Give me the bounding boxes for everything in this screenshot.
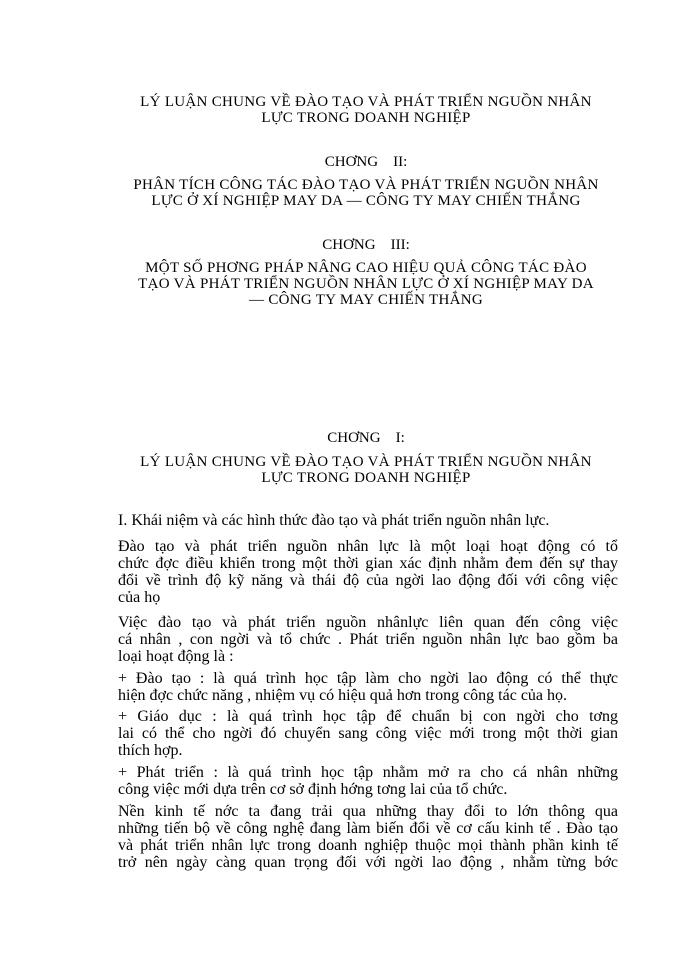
text-line: những tiến bộ về công nghệ đang làm biến đổi về cơ cấu kinh tế . Đào tạo: [118, 820, 618, 837]
toc-chapter2-title: [100, 177, 632, 209]
toc-chapter3-label: CHƠNG III:: [322, 237, 410, 253]
heading-line: LÝ LUẬN CHUNG VỀ ĐÀO TẠO VÀ PHÁT TRIỂN NGUỒN NHÂN: [140, 94, 592, 110]
text-line: công việc mới dựa trên cơ sở định hớng tơng lai của tổ chức.: [118, 781, 508, 798]
paragraph: [118, 764, 618, 798]
text-line: + Phát triển : là quá trình học tập nhằm mở ra cho cá nhân những: [118, 764, 618, 781]
heading-line: LỰC Ở XÍ NGHIỆP MAY DA — CÔNG TY MAY CHIẾN THẮNG: [151, 193, 581, 209]
text-line: + Giáo dục : là quá trình học tập để chuẩn bị con ngời cho tơng: [118, 708, 618, 725]
toc-chapter2-label: CHƠNG II:: [324, 154, 408, 170]
text-line: trở nên ngày càng quan trọng đối với ngời lao động , nhằm từng bớc: [118, 854, 618, 871]
text-line: đổi về trình độ kỹ năng và thái độ của ngời lao động đối với công việc: [118, 572, 618, 589]
paragraph: [118, 803, 618, 871]
paragraph: [118, 708, 618, 759]
text-line: lai có thể cho ngời đó chuyển sang công việc mới trong một thời gian: [118, 725, 618, 742]
chapter1-title: [100, 454, 632, 486]
heading-line: LỰC TRONG DOANH NGHIỆP: [261, 110, 471, 126]
text-line: Việc đào tạo và phát triển nguồn nhânlực liên quan đến công việc: [118, 614, 618, 631]
toc-chapter1-title: [100, 94, 632, 126]
heading-line: — CÔNG TY MAY CHIẾN THẮNG: [248, 292, 484, 308]
heading-line: MỘT SỐ PHƠNG PHÁP NÂNG CAO HIỆU QUẢ CÔNG TÁC ĐÀO: [145, 260, 587, 276]
chapter1-label: CHƠNG I:: [327, 430, 405, 446]
section-title: I. Khái niệm và các hình thức đào tạo và phát triển nguồn nhân lực.: [118, 512, 550, 529]
heading-line: TẠO VÀ PHÁT TRIỂN NGUỒN NHÂN LỰC Ở XÍ NGHIỆP MAY DA: [138, 276, 594, 292]
heading-line: PHÂN TÍCH CÔNG TÁC ĐÀO TẠO VÀ PHÁT TRIỂN NGUỒN NHÂN: [133, 177, 599, 193]
text-line: chức đợc điều khiển trong một thời gian xác định nhằm đem đến sự thay: [118, 555, 618, 572]
paragraph: [118, 614, 618, 665]
text-line: thích hợp.: [118, 742, 183, 759]
paragraph: [118, 538, 618, 606]
text-line: Đào tạo và phát triển nguồn nhân lực là một loại hoạt động có tổ: [118, 538, 618, 555]
heading-line: LỰC TRONG DOANH NGHIỆP: [261, 470, 471, 486]
text-line: và phát triển nhân lực trong doanh nghiệp thuộc mọi thành phần kinh tế: [118, 837, 618, 854]
heading-line: LÝ LUẬN CHUNG VỀ ĐÀO TẠO VÀ PHÁT TRIỂN NGUỒN NHÂN: [140, 454, 592, 470]
paragraph: [118, 670, 618, 704]
text-line: hiện đợc chức năng , nhiệm vụ có hiệu quả hơn trong công tác của họ.: [118, 687, 568, 704]
toc-chapter3-title: [100, 260, 632, 308]
text-line: loại hoạt động là :: [118, 648, 234, 665]
text-line: Nền kinh tế nớc ta đang trải qua những thay đổi to lớn thông qua: [118, 803, 618, 820]
text-line: + Đào tạo : là quá trình học tập làm cho ngời lao động có thể thực: [118, 670, 618, 687]
text-line: cá nhân , con ngời và tổ chức . Phát triển nguồn nhân lực bao gồm ba: [118, 631, 618, 648]
text-line: của họ: [118, 589, 161, 606]
